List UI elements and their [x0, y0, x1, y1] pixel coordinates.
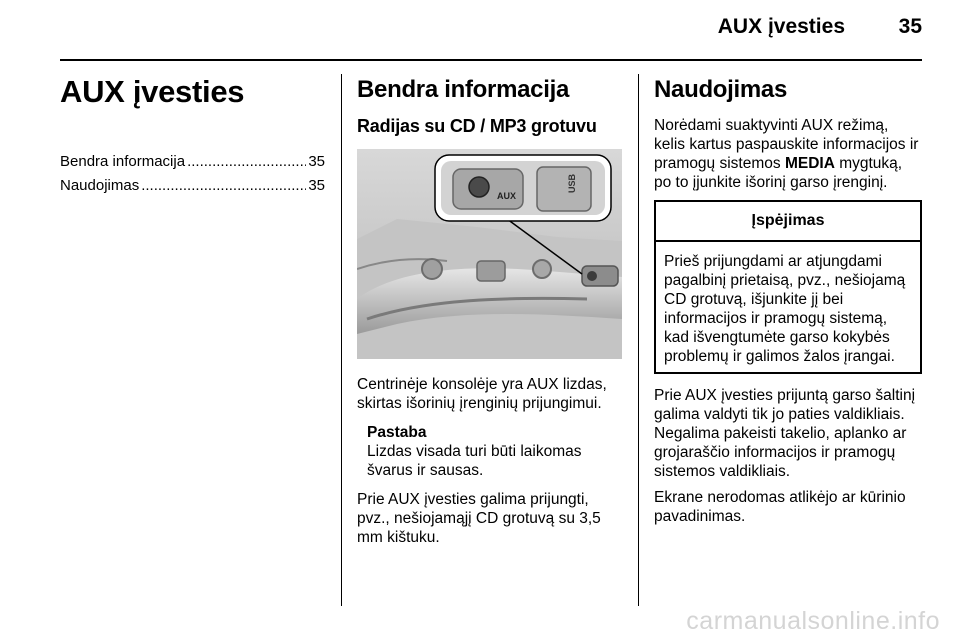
note: [367, 423, 622, 480]
console-aux-illustration: [357, 149, 622, 359]
paragraph: Ekrane nerodomas atlikėjo ar kūrinio pavadinimas.: [654, 489, 906, 525]
toc-entry[interactable]: [60, 174, 325, 198]
note-text: Lizdas visada turi būti laikomas švarus ir sausas.: [367, 443, 582, 479]
toc-leader-dots: [141, 174, 306, 198]
watermark: carmanualsonline.info: [686, 607, 940, 635]
paragraph: Centrinėje konsolėje yra AUX lizdas, skirtas išorinių įrenginių prijungimui.: [357, 376, 607, 412]
toc-entry-label: Naudojimas: [60, 177, 140, 194]
chapter-column: [60, 70, 325, 198]
usb-port-label: USB: [567, 173, 577, 193]
page-number: 35: [898, 15, 922, 38]
warning-title: Įspėjimas: [656, 202, 920, 242]
note-label: Pastaba: [367, 424, 427, 441]
section-heading: Naudojimas: [654, 76, 788, 103]
general-info-column: [357, 70, 622, 554]
toc-entry-label: Bendra informacija: [60, 153, 186, 170]
column-divider-1: [341, 74, 342, 606]
toc-entry[interactable]: [60, 150, 325, 174]
console-aux-photo: [357, 149, 622, 359]
media-button-label: MEDIA: [784, 155, 835, 172]
paragraph: Prie AUX įvesties galima prijungti, pvz., nešiojamąjį CD grotuvą su 3,5 mm kištuku.: [357, 491, 601, 546]
column-divider-2: [638, 74, 639, 606]
intro-paragraph: [654, 116, 922, 192]
aux-jack-label: AUX: [497, 191, 517, 201]
toc-leader-dots: [187, 150, 306, 174]
toc-entry-page: 35: [308, 153, 325, 170]
toc-entry-page: 35: [308, 177, 325, 194]
subsection-heading: Radijas su CD / MP3 grotuvu: [357, 116, 597, 136]
usage-column: [654, 70, 922, 533]
section-heading: Bendra informacija: [357, 76, 569, 103]
running-header-title: AUX įvesties: [717, 15, 845, 38]
intro-text: Norėdami suaktyvinti AUX režimą, kelis kartus paspauskite informacijos ir pramogų sistemos: [654, 117, 919, 172]
warning-box: [654, 200, 922, 374]
chapter-title: AUX įvesties: [60, 74, 245, 109]
intro-text: mygtuką, po to įjunkite išorinį garso įrenginį.: [654, 155, 903, 191]
header-rule: [60, 59, 922, 61]
warning-text: Prieš prijungdami ar atjungdami pagalbinį prietaisą, pvz., nešiojamą CD grotuvą, išjunkite jį bei informacijos ir pramogų sistemą, kad išvengtumėte garso kokybės problemų ir galimos žalos įrangai.: [664, 253, 906, 365]
paragraph: Prie AUX įvesties prijuntą garso šaltinį galima valdyti tik jo paties valdikliais. Negalima pakeisti takelio, aplanko ar grojaraščio informacijos ir pramogų sistemos valdikliais.: [654, 387, 916, 480]
